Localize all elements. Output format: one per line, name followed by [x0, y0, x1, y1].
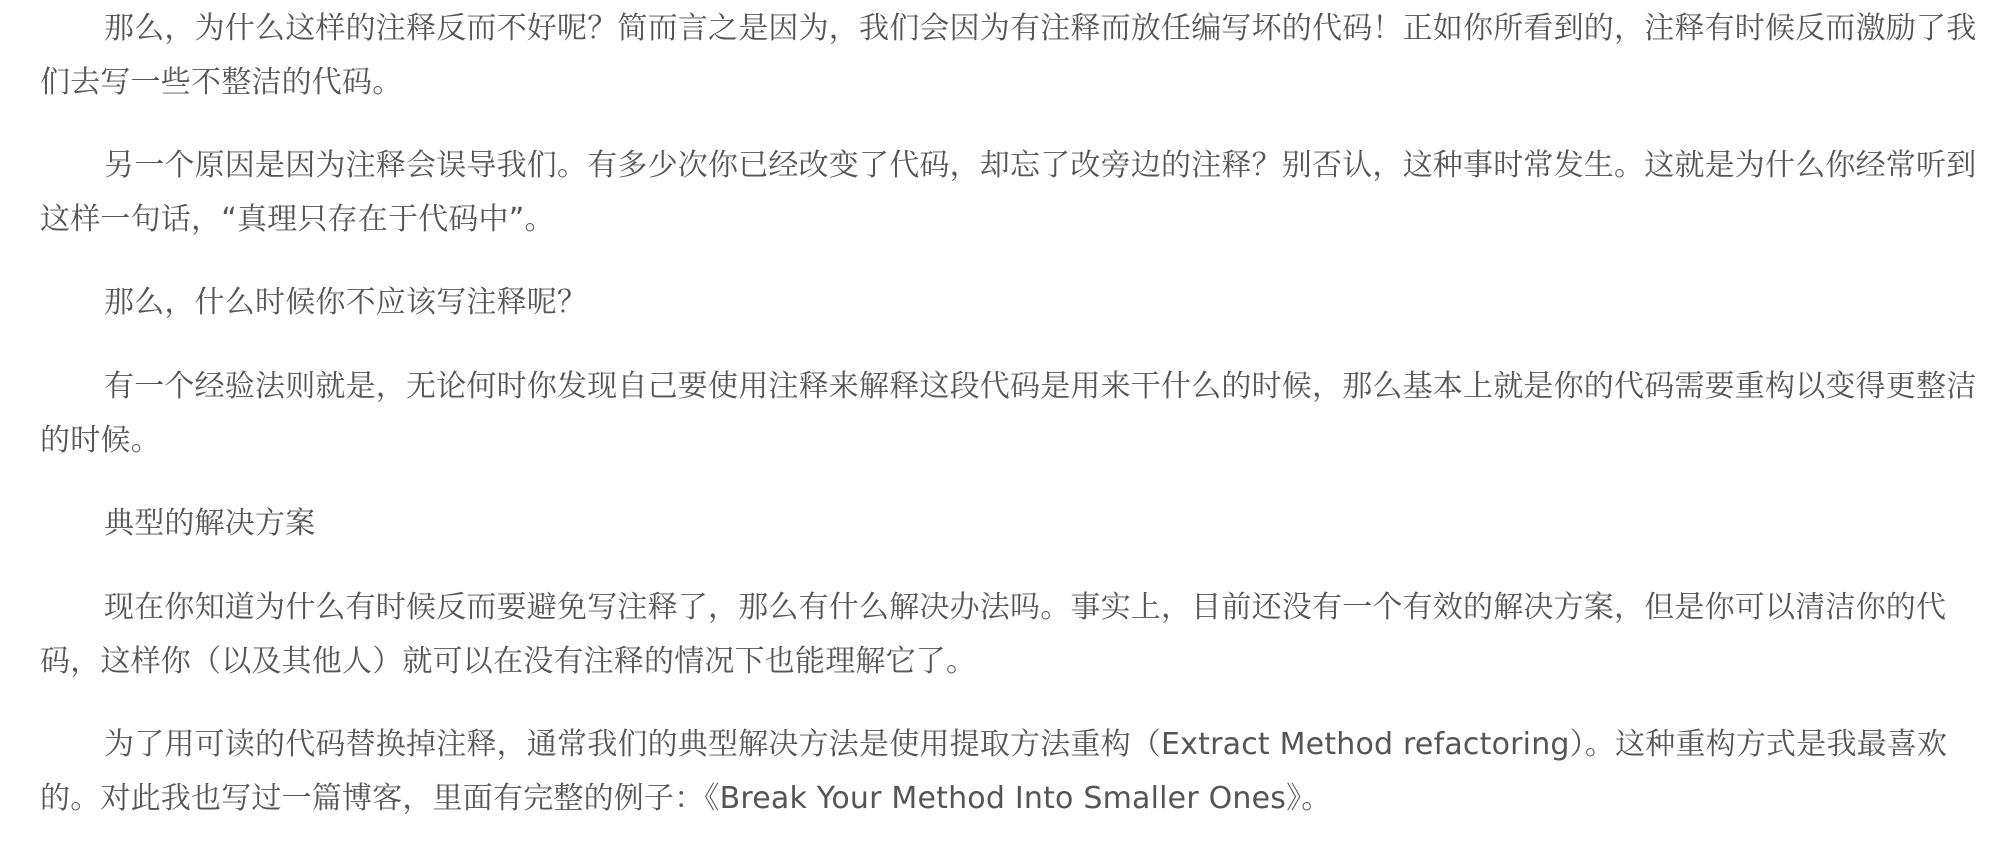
paragraph-rule-of-thumb: 有一个经验法则就是，无论何时你发现自己要使用注释来解释这段代码是用来干什么的时候，那么基本上就是你的代码需要重构以变得更整洁的时候。 — [40, 369, 1977, 458]
paragraph-clean-code: 现在你知道为什么有时候反而要避免写注释了，那么有什么解决办法吗。事实上，目前还没有一个有效的解决方案，但是你可以清洁你的代码，这样你（以及其他人）就可以在没有注释的情况下也能理解它了。 — [40, 590, 1947, 679]
paragraph-when-not-to-comment: 那么，什么时候你不应该写注释呢？ — [104, 285, 588, 320]
paragraph-extract-method: 为了用可读的代码替换掉注释，通常我们的典型解决方法是使用提取方法重构（Extract Method refactoring）。这种重构方式是我最喜欢的。对此我也写过一篇博客，里面有完整的例子：《Break Your Method Into Smaller Ones》。 — [40, 727, 1948, 816]
section-heading-typical-solution: 典型的解决方案 — [104, 506, 316, 541]
paragraph-comments-encourage-bad-code: 那么，为什么这样的注释反而不好呢？简而言之是因为，我们会因为有注释而放任编写坏的代码！正如你所看到的，注释有时候反而激励了我们去写一些不整洁的代码。 — [40, 11, 1977, 100]
paragraph-comments-mislead: 另一个原因是因为注释会误导我们。有多少次你已经改变了代码，却忘了改旁边的注释？别否认，这种事时常发生。这就是为什么你经常听到这样一句话，“真理只存在于代码中”。 — [40, 148, 1977, 237]
